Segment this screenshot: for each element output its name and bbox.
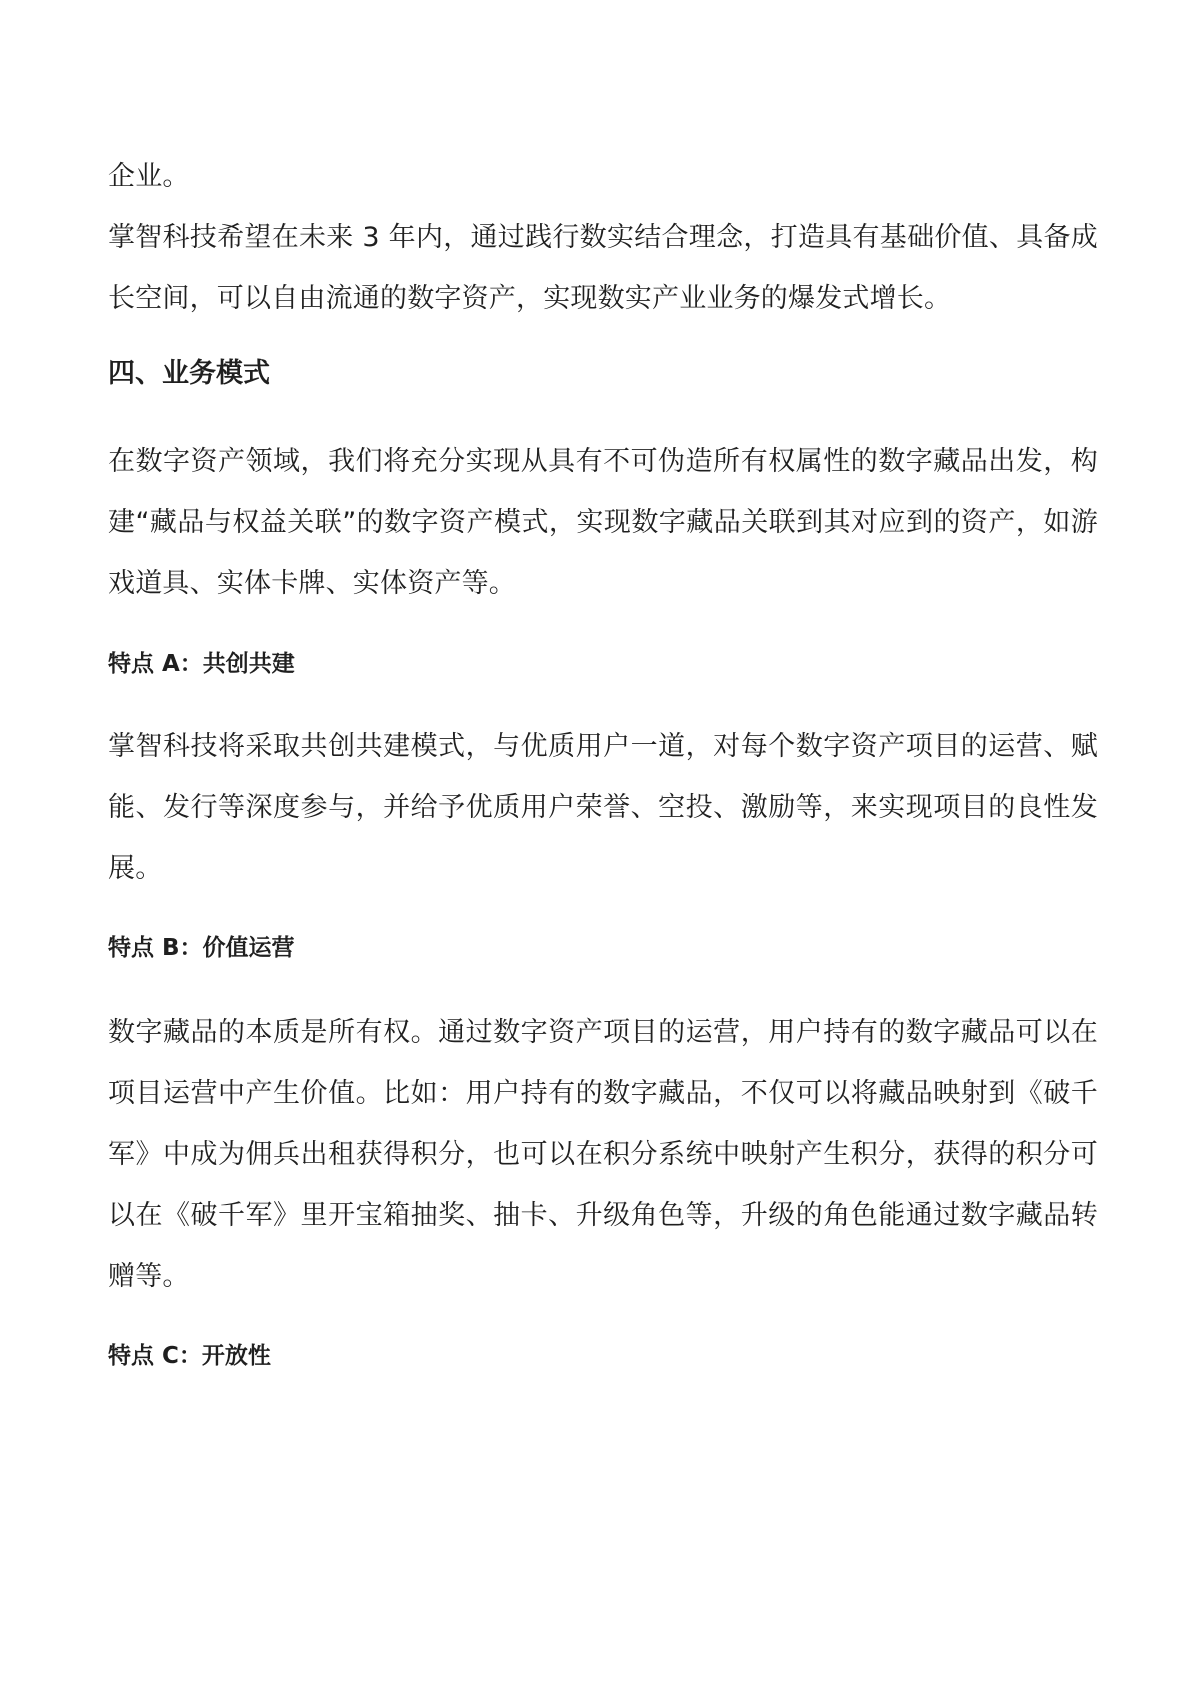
paragraph-continuation: 企业。: [108, 161, 190, 192]
feature-heading-b: 特点 B：价值运营: [108, 935, 295, 961]
paragraph-company-vision: 掌智科技希望在未来 3 年内，通过践行数实结合理念，打造具有基础价值、具备成长空间，可以自由流通的数字资产，实现数实产业业务的爆发式增长。: [108, 222, 1098, 314]
section-heading-business-model: 四、业务模式: [108, 358, 270, 389]
feature-heading-c: 特点 C：开放性: [108, 1343, 271, 1369]
paragraph-value-operation: 数字藏品的本质是所有权。通过数字资产项目的运营，用户持有的数字藏品可以在项目运营中产生价值。比如：用户持有的数字藏品，不仅可以将藏品映射到《破千军》中成为佣兵出租获得积分，也可以在积分系统中映射产生积分，获得的积分可以在《破千军》里开宝箱抽奖、抽卡、升级角色等，升级的角色能通过数字藏品转赠等。: [108, 1017, 1098, 1292]
paragraph-co-creation: 掌智科技将采取共创共建模式，与优质用户一道，对每个数字资产项目的运营、赋能、发行等深度参与，并给予优质用户荣誉、空投、激励等，来实现项目的良性发展。: [108, 731, 1098, 884]
paragraph-digital-asset-model: 在数字资产领域，我们将充分实现从具有不可伪造所有权属性的数字藏品出发，构建“藏品与权益关联”的数字资产模式，实现数字藏品关联到其对应到的资产，如游戏道具、实体卡牌、实体资产等。: [108, 446, 1098, 599]
feature-heading-a: 特点 A：共创共建: [108, 651, 295, 677]
